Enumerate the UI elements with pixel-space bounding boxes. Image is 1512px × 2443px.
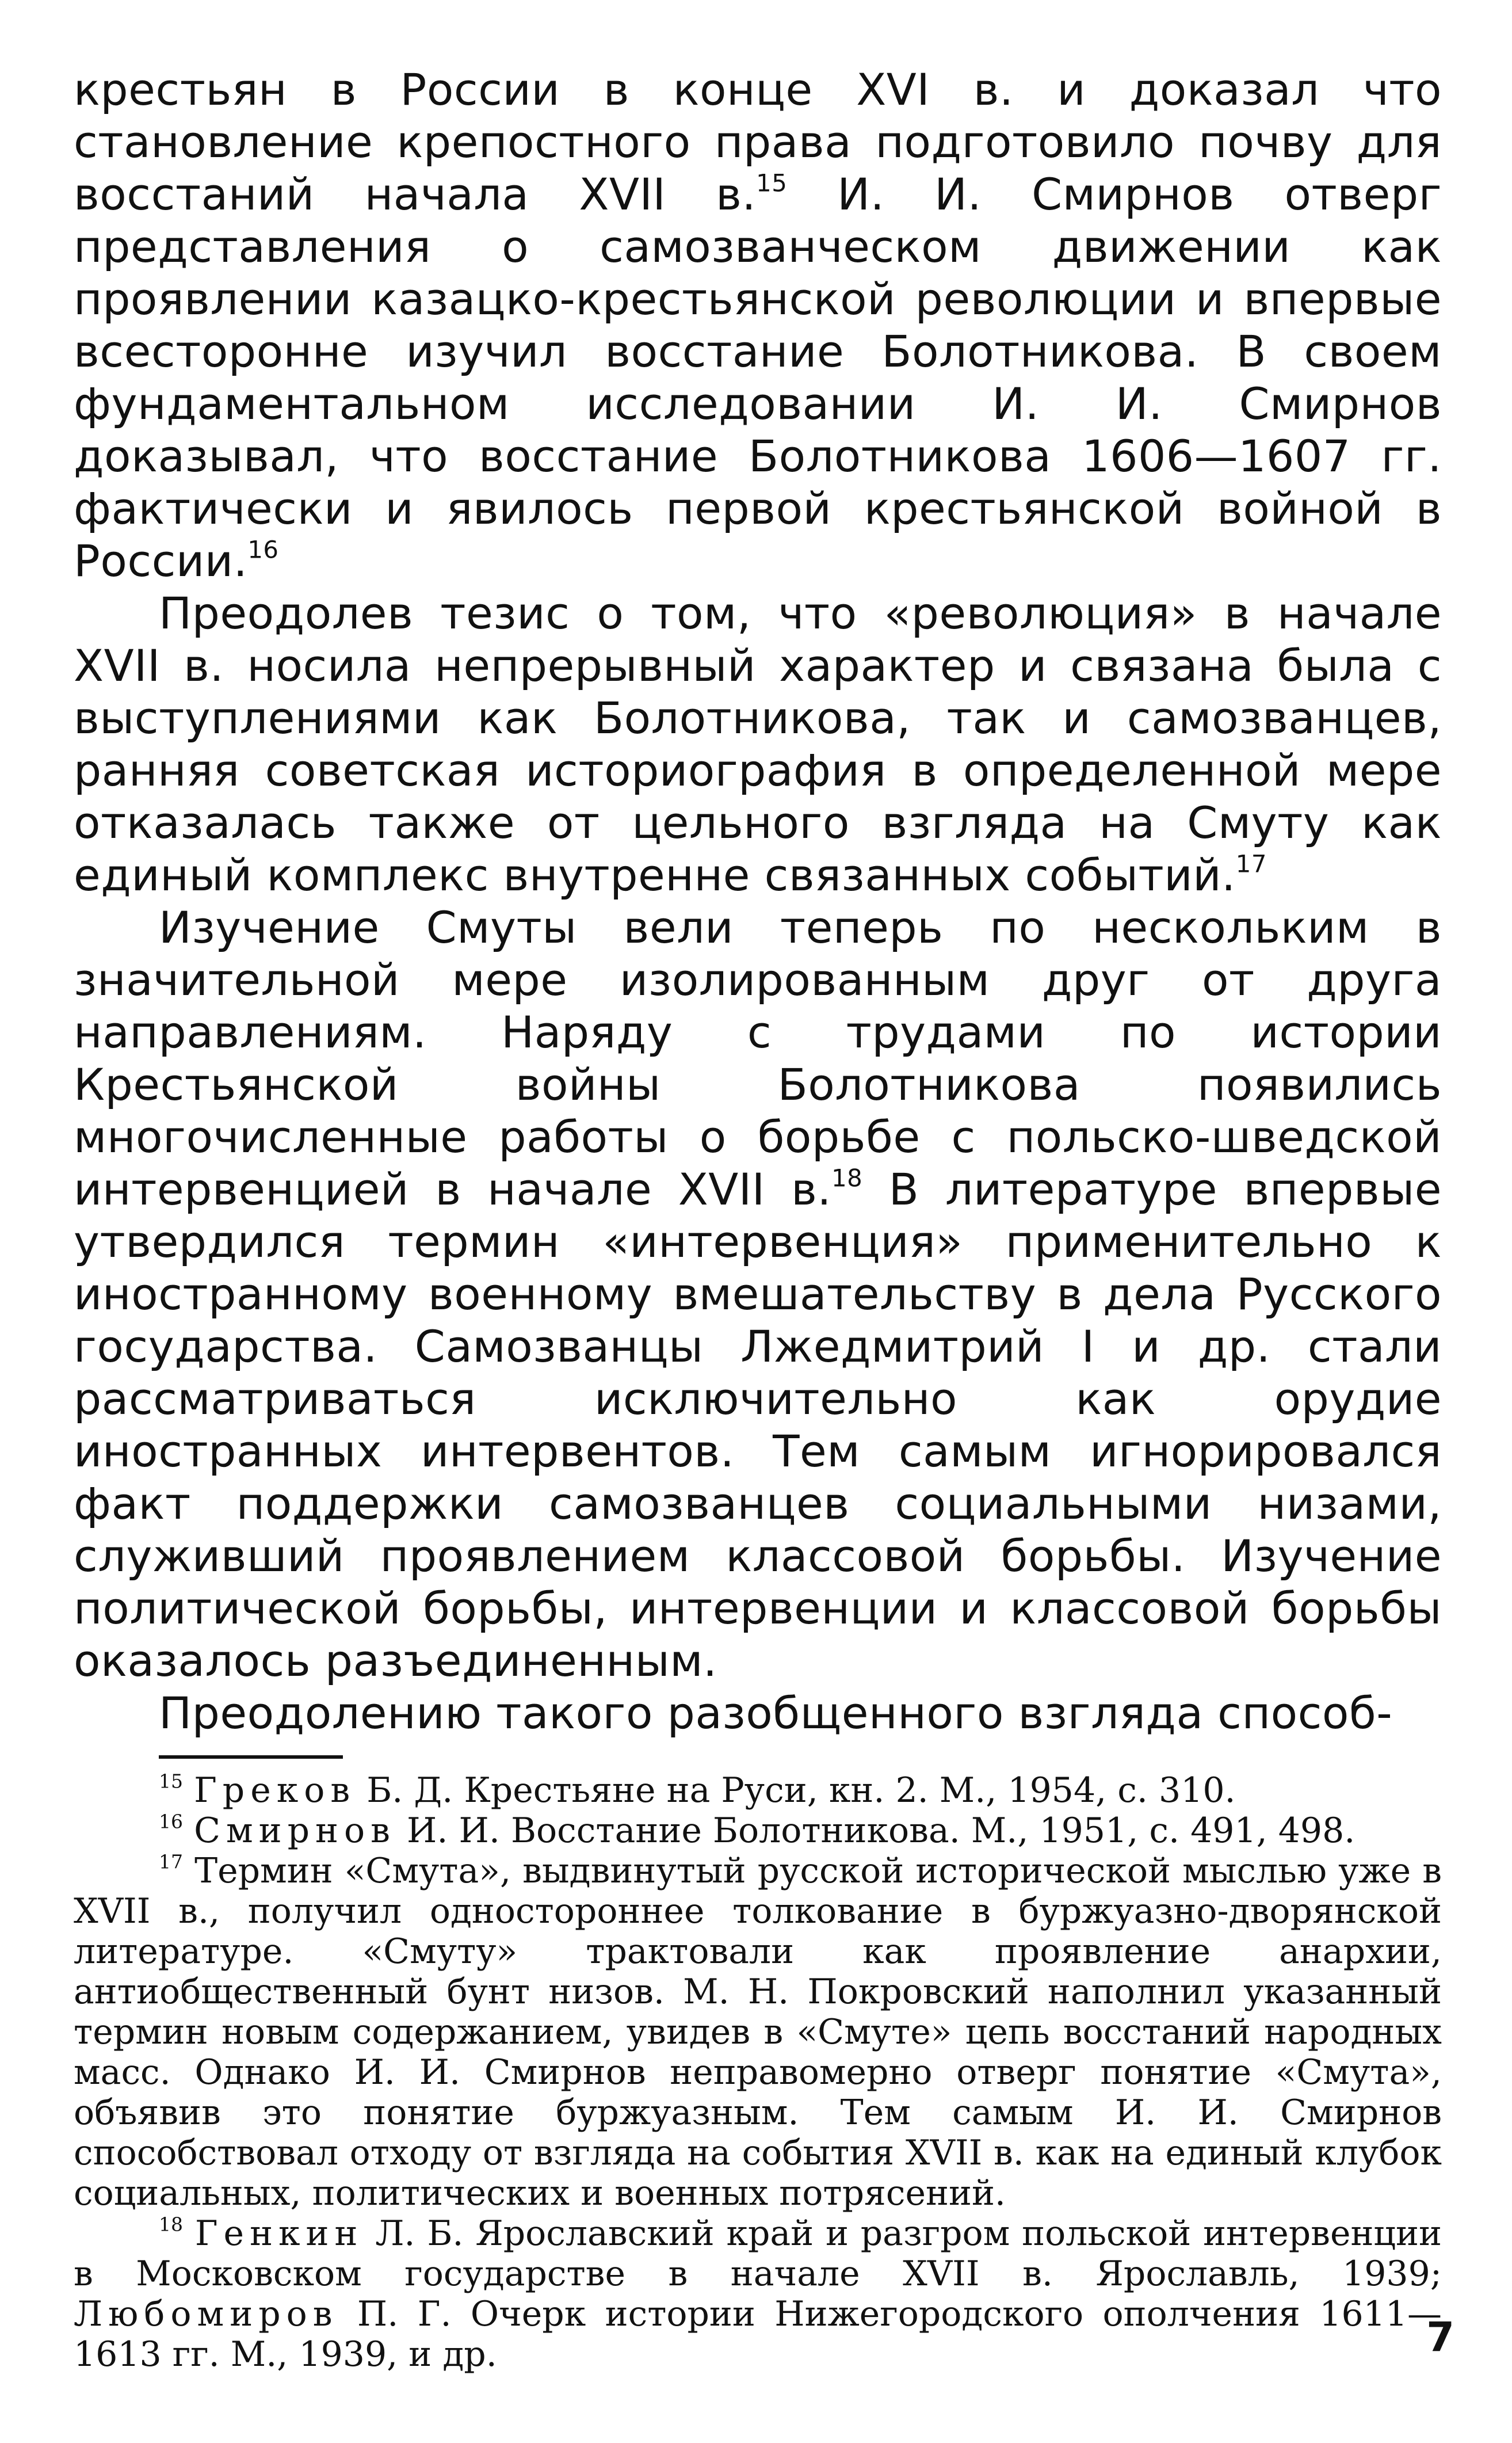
- footnote-18-text: Л. Б. Ярославский край и разгром польской интервенции в Московском государстве в начале XVII в. Ярославль, 1939;: [74, 2213, 1442, 2294]
- footnote-17-number: 17: [159, 1850, 183, 1873]
- footnote-ref-17: 17: [1235, 849, 1267, 878]
- footnote-18: [74, 2213, 1442, 2375]
- footnote-15-author: Греков: [194, 1770, 356, 1811]
- footnote-18-author-2: Любомиров: [74, 2294, 338, 2334]
- book-page: [74, 63, 1442, 2375]
- paragraph-1: [74, 63, 1442, 587]
- footnote-16-number: 16: [159, 1810, 183, 1833]
- footnote-17-text: Термин «Смута», выдвинутый русской исторической мыслью уже в XVII в., получил одностороннее толкование в буржуазно-дворянской литературе. «Смуту» трактовали как проявление анархии, антиобщественный бунт низов. М. Н. Покровский наполнил указанный термин новым содержанием, увидев в «Смуте» цепь восстаний народных масс. Однако И. И. Смирнов неправомерно отверг понятие «Смута», объявив это понятие буржуазным. Тем самым И. И. Смирнов способствовал отходу от взгляда на события XVII в. как на единый клубок социальных, политических и военных потрясений.: [74, 1851, 1442, 2213]
- footnote-15: [74, 1770, 1442, 1811]
- footnote-ref-18: 18: [831, 1164, 863, 1192]
- paragraph-1-text-b: И. И. Смирнов отверг представления о самозванческом движении как проявлении казацко-крестьянской революции и впервые всесторонне изучил восстание Болотникова. В своем фундаментальном исследовании И. И. Смирнов доказывал, что восстание Болотникова 1606—1607 гг. фактически и явилось первой крестьянской войной в России.: [74, 169, 1442, 586]
- footnote-17: [74, 1851, 1442, 2213]
- footnote-16-text: И. И. Восстание Болотникова. М., 1951, с. 491, 498.: [395, 1811, 1356, 1851]
- paragraph-4: [74, 1687, 1442, 1739]
- footnote-15-number: 15: [159, 1770, 183, 1793]
- paragraph-1-text-a: крестьян в России в конце XVI в. и доказал что становление крепостного права подготовило почву для восстаний начала XVII в.: [74, 64, 1442, 220]
- footnote-ref-16: 16: [247, 535, 279, 564]
- footnote-16: [74, 1811, 1442, 1851]
- footnote-ref-15: 15: [756, 169, 788, 197]
- paragraph-4-text: Преодолению такого разобщенного взгляда способ-: [159, 1687, 1393, 1739]
- footnote-16-author: Смирнов: [194, 1811, 396, 1851]
- page-number: 7: [1426, 2314, 1454, 2361]
- paragraph-2-text: Преодолев тезис о том, что «революция» в начале XVII в. носила непрерывный характер и связана была с выступлениями как Болотникова, так и самозванцев, ранняя советская историография в определенной мере отказалась также от цельного взгляда на Смуту как единый комплекс внутренне связанных событий.: [74, 588, 1442, 901]
- paragraph-3-text-a: Изучение Смуты вели теперь по нескольким в значительной мере изолированным друг от друга направлениям. Наряду с трудами по истории Крестьянской войны Болотникова появились многочисленные работы о борьбе с польско-шведской интервенцией в начале XVII в.: [74, 902, 1442, 1215]
- footnote-divider: [159, 1755, 343, 1759]
- paragraph-3-text-b: В литературе впервые утвердился термин «интервенция» применительно к иностранному военному вмешательству в дела Русского государства. Самозванцы Лжедмитрий I и др. стали рассматриваться исключительно как орудие иностранных интервентов. Тем самым игнорировался факт поддержки самозванцев социальными низами, служивший проявлением классовой борьбы. Изучение политической борьбы, интервенции и классовой борьбы оказалось разъединенным.: [74, 1164, 1442, 1686]
- footnote-18-author: Генкин: [194, 2213, 364, 2254]
- paragraph-2: [74, 587, 1442, 901]
- paragraph-3: [74, 901, 1442, 1687]
- footnote-18-number: 18: [159, 2213, 183, 2236]
- footnote-18-text-2: П. Г. Очерк истории Нижегородского ополчения 1611—1613 гг. М., 1939, и др.: [74, 2294, 1442, 2375]
- footnote-15-text: Б. Д. Крестьяне на Руси, кн. 2. М., 1954, с. 310.: [356, 1770, 1236, 1811]
